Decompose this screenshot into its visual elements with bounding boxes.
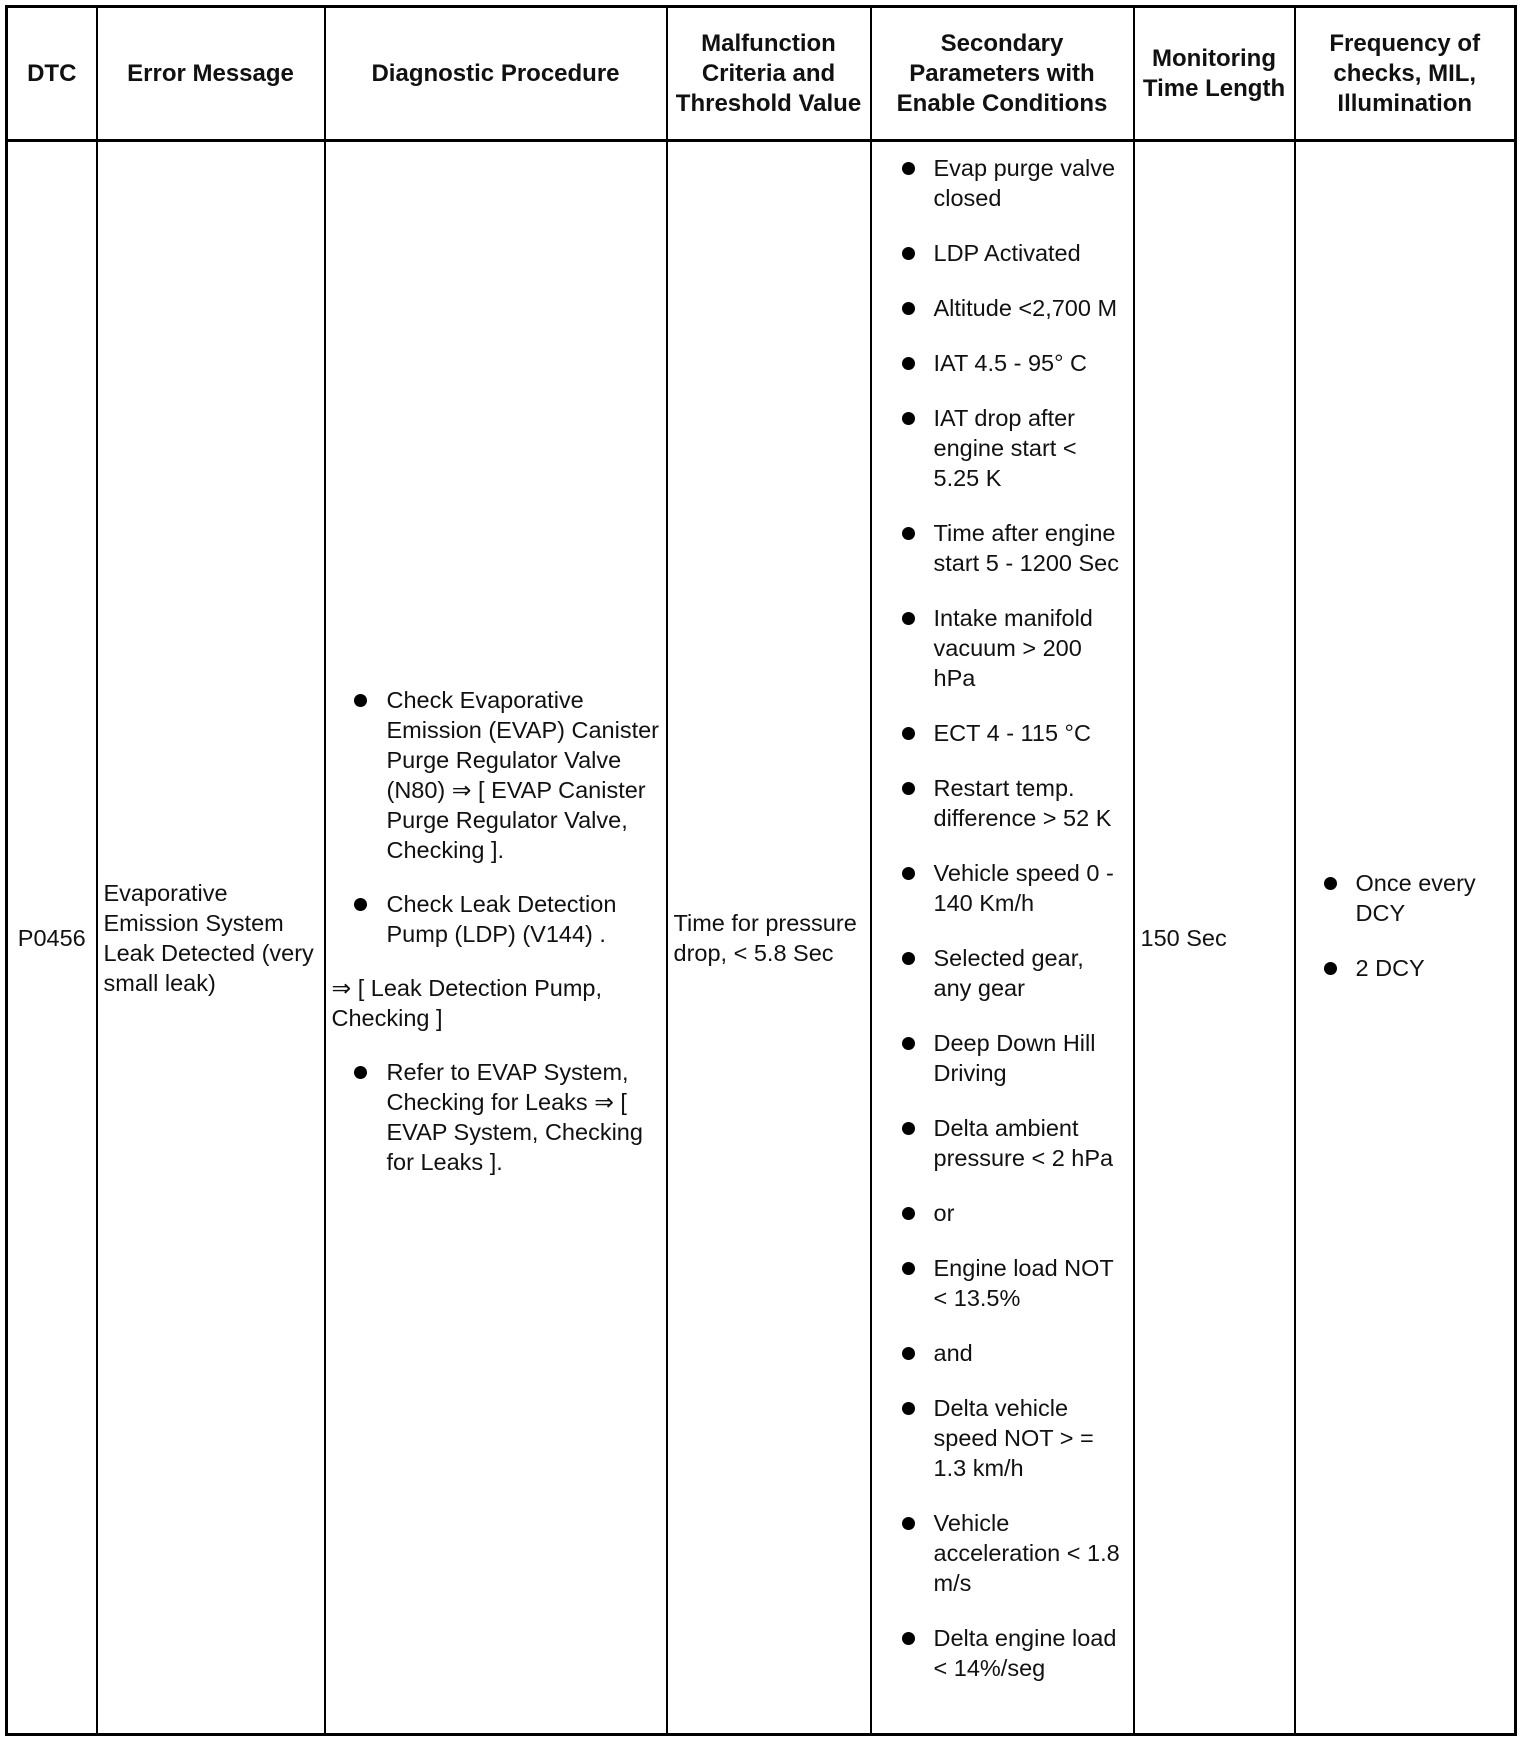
- diagnostic-procedure: [325, 141, 667, 1735]
- frequency-of-checks: [1295, 141, 1516, 1735]
- dtc-table: [5, 5, 1517, 1736]
- secondary-item: Vehicle acceleration < 1.8 m/s: [878, 1508, 1127, 1598]
- secondary-item: ECT 4 - 115 °C: [878, 718, 1127, 748]
- secondary-item: Selected gear, any gear: [878, 943, 1127, 1003]
- secondary-item: Engine load NOT < 13.5%: [878, 1253, 1127, 1313]
- secondary-item: Restart temp. difference > 52 K: [878, 773, 1127, 833]
- malfunction-criteria: Time for pressure drop, < 5.8 Sec: [667, 141, 871, 1735]
- table-row: [7, 141, 1516, 1735]
- procedure-item-2: Check Leak Detection Pump (LDP) (V144) .: [332, 889, 660, 949]
- header-error-message: Error Message: [97, 7, 325, 141]
- procedure-item-3: Refer to EVAP System, Checking for Leaks ⇒ [ EVAP System, Checking for Leaks ].: [332, 1057, 660, 1177]
- frequency-item: 2 DCY: [1302, 953, 1509, 983]
- header-diagnostic-procedure: Diagnostic Procedure: [325, 7, 667, 141]
- procedure-list-2: [332, 1057, 660, 1177]
- header-row: [7, 7, 1516, 141]
- secondary-item: Altitude <2,700 M: [878, 293, 1127, 323]
- secondary-item: IAT 4.5 - 95° C: [878, 348, 1127, 378]
- secondary-item: Intake manifold vacuum > 200 hPa: [878, 603, 1127, 693]
- header-secondary-parameters: Secondary Parameters with Enable Conditions: [871, 7, 1134, 141]
- secondary-item: and: [878, 1338, 1127, 1368]
- header-malfunction-criteria: Malfunction Criteria and Threshold Value: [667, 7, 871, 141]
- secondary-item: Vehicle speed 0 - 140 Km/h: [878, 858, 1127, 918]
- secondary-parameters: [871, 141, 1134, 1735]
- error-message: Evaporative Emission System Leak Detected (very small leak): [97, 141, 325, 1735]
- secondary-item: Delta vehicle speed NOT > = 1.3 km/h: [878, 1393, 1127, 1483]
- secondary-item: Delta engine load < 14%/seg: [878, 1623, 1127, 1683]
- procedure-item-1: Check Evaporative Emission (EVAP) Canister Purge Regulator Valve (N80) ⇒ [ EVAP Canister Purge Regulator Valve, Checking ].: [332, 685, 660, 865]
- header-monitoring-time: Monitoring Time Length: [1134, 7, 1295, 141]
- secondary-item: or: [878, 1198, 1127, 1228]
- procedure-link-leak-detection-pump: ⇒ [ Leak Detection Pump, Checking ]: [331, 974, 602, 1031]
- secondary-item: Deep Down Hill Driving: [878, 1028, 1127, 1088]
- secondary-item: IAT drop after engine start < 5.25 K: [878, 403, 1127, 493]
- secondary-item: LDP Activated: [878, 238, 1127, 268]
- header-dtc: DTC: [7, 7, 97, 141]
- secondary-item: Evap purge valve closed: [878, 153, 1127, 213]
- secondary-item: Delta ambient pressure < 2 hPa: [878, 1113, 1127, 1173]
- frequency-list: [1302, 868, 1509, 983]
- procedure-list: [332, 685, 660, 949]
- secondary-list: [878, 145, 1127, 1730]
- header-frequency: Frequency of checks, MIL, Illumination: [1295, 7, 1516, 141]
- frequency-item: Once every DCY: [1302, 868, 1509, 928]
- dtc-code: P0456: [7, 141, 97, 1735]
- secondary-item: Time after engine start 5 - 1200 Sec: [878, 518, 1127, 578]
- monitoring-time: 150 Sec: [1134, 141, 1295, 1735]
